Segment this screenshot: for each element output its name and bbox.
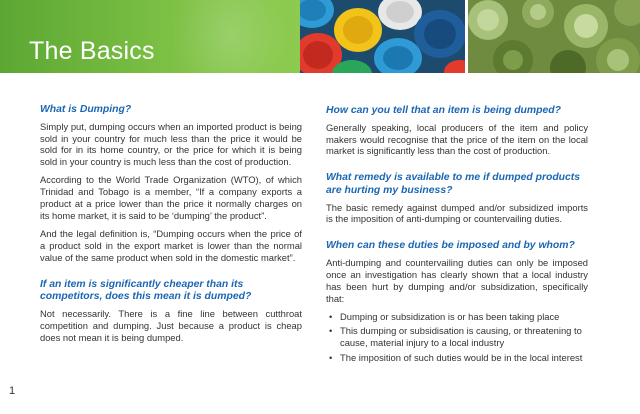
bullet-icon: • [329, 352, 333, 364]
section-what-is-dumping [40, 104, 302, 264]
bullet-icon: • [329, 310, 333, 322]
page-title: The Basics [29, 37, 155, 65]
list-item [326, 311, 588, 323]
bullet-icon: • [329, 325, 333, 337]
cabbage-field-photo [468, 0, 640, 73]
list-item-text: This dumping or subsidisation is causing, or threatening to cause, material injury to a local industry [340, 325, 582, 349]
section-heading: How can you tell that an item is being dumped? [326, 105, 561, 116]
list-item-text: Dumping or subsidization is or has been taking place [340, 310, 560, 322]
section-how-to-tell [326, 105, 588, 157]
page-number: 1 [9, 385, 16, 397]
bottle-caps-illustration [300, 0, 465, 73]
list-item [326, 325, 588, 349]
banner-green-panel [0, 0, 300, 73]
list-item [326, 352, 588, 364]
bottle-caps-photo [300, 0, 465, 73]
list-item-text: The imposition of such duties would be in the local interest [340, 352, 583, 364]
section-spacer [326, 163, 588, 172]
paragraph: According to the World Trade Organization (WTO), of which Trinidad and Tobago is a member, “If a company exports a product at a price lower than the price it normally charges on its home market, it is said to be ‘dumping’ the product”. [40, 174, 302, 221]
right-column [326, 105, 588, 367]
paragraph: The basic remedy against dumped and/or subsidized imports is the imposition of anti-dumping or countervailing duties. [326, 201, 588, 225]
section-remedy [326, 172, 588, 225]
paragraph: Generally speaking, local producers of the item and policy makers would recognise that the price of the item on the local market is significantly less than the cost of production. [326, 121, 588, 157]
section-heading: When can these duties be imposed and by whom? [326, 240, 575, 252]
section-spacer [40, 270, 302, 279]
paragraph: And the legal definition is, “Dumping occurs when the price of a product sold in the export market is lower than the normal value of the same product when sold in the domestic market”. [40, 227, 302, 263]
paragraph: Simply put, dumping occurs when an imported product is being sold in your country for much less than the price it would be sold for in its home country, or the price for which it is being sold in your country is much less than the cost of production. [40, 120, 302, 168]
header-banner [0, 0, 640, 73]
section-when-duties-imposed [326, 240, 588, 364]
paragraph: Not necessarily. There is a fine line between cutthroat competition and dumping. Just because a product is cheap does not mean it is being dumped. [40, 307, 302, 343]
conditions-list [326, 311, 588, 365]
section-spacer [326, 231, 588, 240]
section-heading: What remedy is available to me if dumped products are hurting my business? [326, 172, 581, 196]
section-heading: If an item is significantly cheaper than its competitors, does this mean it is dumped? [40, 278, 252, 303]
left-column [40, 104, 302, 349]
cabbage-illustration [468, 0, 640, 73]
section-cheaper-than-competitors [40, 279, 302, 344]
paragraph: Anti-dumping and countervailing duties can only be imposed once an investigation has clearly shown that a local industry has been hurt by dumping and/or subsidization, specifically that: [326, 256, 588, 304]
section-heading: What is Dumping? [40, 104, 132, 115]
